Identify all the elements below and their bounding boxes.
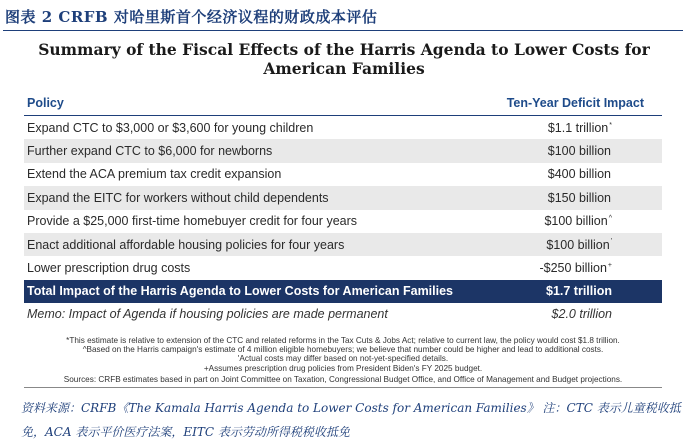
sources-note: Sources: CRFB estimates based in part on Joint Committee on Taxation, Congressional Budget Office, and Office of Management and Budget projections. [63, 374, 623, 384]
footnotes [24, 336, 662, 384]
figure-label: 图表 2 CRFB 对哈里斯首个经济议程的财政成本评估 [5, 8, 378, 26]
memo-policy: Memo: Impact of Agenda if housing policies are made permanent [27, 307, 388, 322]
row-policy: Lower prescription drug costs [27, 261, 191, 276]
row-impact: $400 billion [547, 167, 611, 182]
row-impact: -$250 billion+ [539, 261, 612, 276]
footnote: 'Actual costs may differ based on not-yet-specified details. [237, 354, 449, 364]
footnote-mark: ^ [608, 215, 612, 223]
header-policy: Policy [27, 96, 64, 110]
source-caption: 资料来源：CRFB《The Kamala Harris Agenda to Lower Costs for American Families》 注：CTC 表示儿童税收抵免，ACA 表示平价医疗法案，EITC 表示劳动所得税税收抵免 [21, 401, 681, 439]
fiscal-effects-table [24, 91, 662, 326]
row-policy: Extend the ACA premium tax credit expansion [27, 167, 282, 182]
footnote: +Assumes prescription drug policies from President Biden's FY 2025 budget. [203, 363, 483, 373]
table-row [24, 210, 662, 233]
footnote-mark: + [607, 261, 612, 269]
row-impact: $1.1 trillion* [547, 120, 612, 135]
footnote: ^Based on the Harris campaign's estimate of 4 million eligible homebuyers; we believe that number could be higher and lead to additional costs. [82, 345, 604, 355]
total-impact: $1.7 trillion [546, 284, 612, 299]
footnote-mark: ' [610, 238, 612, 246]
table-row [24, 116, 662, 139]
footnote-mark: * [609, 121, 612, 129]
table-row [24, 139, 662, 162]
chart-title: Summary of the Fiscal Effects of the Harris Agenda to Lower Costs for American Families [38, 40, 650, 78]
row-policy: Provide a $25,000 first-time homebuyer credit for four years [27, 214, 358, 229]
table-row [24, 256, 662, 279]
table-row [24, 186, 662, 209]
row-policy: Expand the EITC for workers without child dependents [27, 190, 329, 205]
row-policy: Enact additional affordable housing policies for four years [27, 237, 345, 252]
footnote: *This estimate is relative to extension of the CTC and related reforms in the Tax Cuts & Jobs Act; relative to current law, the policy would cost $1.8 trillion. [66, 336, 620, 345]
table-row [24, 163, 662, 186]
memo-row [24, 303, 662, 326]
row-impact: $150 billion [547, 190, 611, 205]
bottom-divider [24, 387, 662, 388]
row-impact: $100 billion [547, 144, 611, 159]
row-policy: Further expand CTC to $6,000 for newborns [27, 144, 273, 159]
memo-impact: $2.0 trillion [551, 307, 612, 322]
figure-divider [3, 30, 683, 31]
total-policy: Total Impact of the Harris Agenda to Lower Costs for American Families [27, 284, 454, 299]
row-impact: $100 billion^ [544, 214, 612, 229]
table-header [24, 91, 662, 116]
table-row [24, 233, 662, 256]
total-row [24, 280, 662, 303]
row-impact: $100 billion' [546, 237, 612, 252]
header-impact: Ten-Year Deficit Impact [506, 96, 644, 110]
row-policy: Expand CTC to $3,000 or $3,600 for young children [27, 120, 314, 135]
